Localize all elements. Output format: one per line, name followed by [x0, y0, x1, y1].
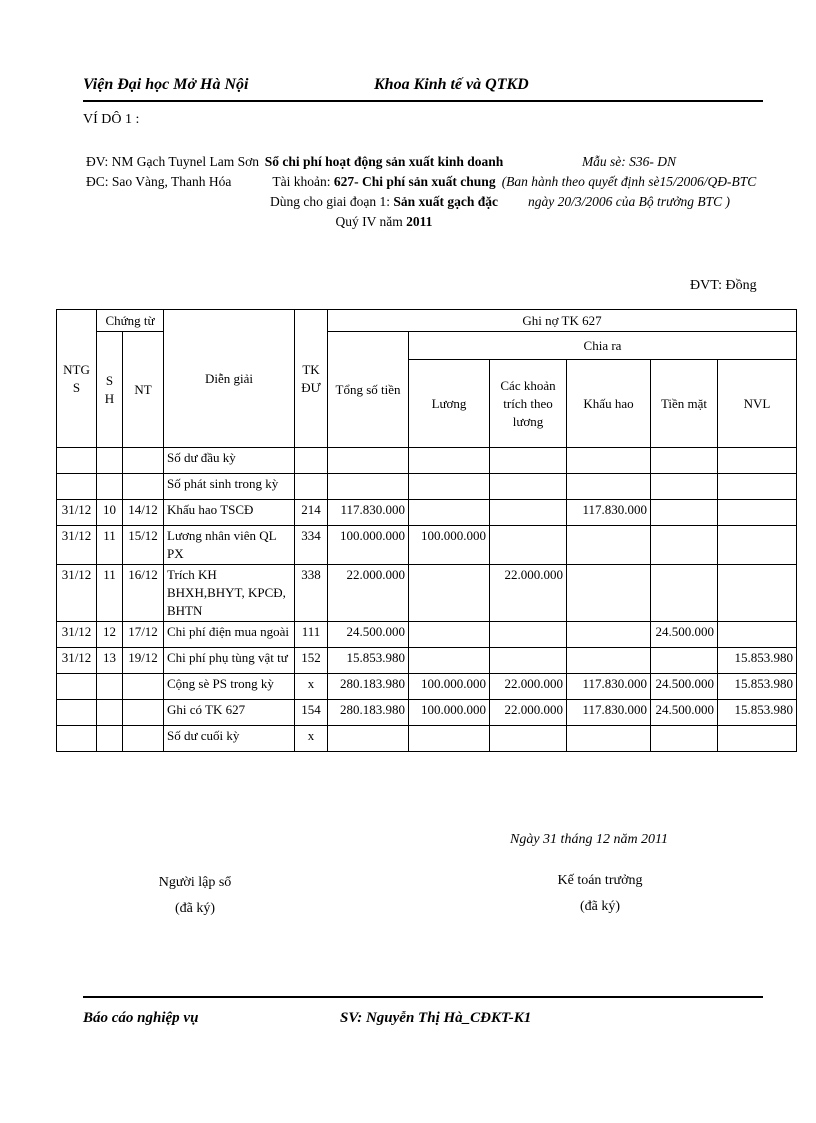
unit-address: ĐC: Sao Vàng, Thanh Hóa: [86, 174, 232, 189]
cell-desc: Lương nhân viên QL PX: [164, 526, 295, 565]
table-row: [57, 700, 797, 726]
cell-depreciation: [567, 526, 651, 565]
cell-desc: Cộng sè PS trong kỳ: [164, 674, 295, 700]
cell-depreciation: [567, 726, 651, 752]
cell-cash: 24.500.000: [651, 700, 718, 726]
cell-total: [328, 448, 409, 474]
cell-materials: [718, 565, 797, 622]
cell-salary: [409, 500, 490, 526]
cell-salary: [409, 474, 490, 500]
cell-sh: 12: [97, 622, 123, 648]
period-value: 2011: [406, 214, 433, 229]
table-row: [57, 726, 797, 752]
example-label: VÍ DÔ 1 :: [83, 112, 140, 127]
cell-tk: 152: [295, 648, 328, 674]
signature-date: Ngày 31 tháng 12 năm 2011: [510, 832, 669, 847]
cell-total: 280.183.980: [328, 700, 409, 726]
cell-cash: 24.500.000: [651, 674, 718, 700]
cell-depreciation: 117.830.000: [567, 700, 651, 726]
cell-nt: [123, 700, 164, 726]
cell-salary: [409, 448, 490, 474]
cell-deductions: 22.000.000: [490, 700, 567, 726]
cell-nt: 19/12: [123, 648, 164, 674]
cell-depreciation: 117.830.000: [567, 674, 651, 700]
cell-depreciation: [567, 622, 651, 648]
unit-info: [86, 152, 259, 192]
cell-depreciation: [567, 448, 651, 474]
cell-tk: 154: [295, 700, 328, 726]
cell-ntgs: [57, 448, 97, 474]
cell-tk: x: [295, 726, 328, 752]
cell-cash: [651, 648, 718, 674]
cell-nt: 17/12: [123, 622, 164, 648]
footer-student: SV: Nguyễn Thị Hà_CĐKT-K1: [340, 1010, 532, 1026]
cell-desc: Trích KH BHXH,BHYT, KPCĐ, BHTN: [164, 565, 295, 622]
accountant-note: (đã ký): [579, 899, 621, 914]
col-desc: Diễn giải: [164, 310, 295, 448]
cell-materials: 15.853.980: [718, 674, 797, 700]
cell-sh: 13: [97, 648, 123, 674]
cell-desc: Ghi có TK 627: [164, 700, 295, 726]
col-salary: Lương: [409, 360, 490, 448]
cell-tk: 111: [295, 622, 328, 648]
table-row: [57, 500, 797, 526]
ledger-title: Sổ chi phí hoạt động sản xuất kinh doanh: [264, 154, 504, 169]
cell-salary: 100.000.000: [409, 526, 490, 565]
cell-ntgs: 31/12: [57, 526, 97, 565]
cell-total: 280.183.980: [328, 674, 409, 700]
cell-sh: 11: [97, 526, 123, 565]
account-value: 627- Chi phí sản xuất chung: [333, 174, 496, 189]
preparer-note: (đã ký): [174, 901, 216, 916]
cell-total: 117.830.000: [328, 500, 409, 526]
cell-total: [328, 474, 409, 500]
cell-total: 24.500.000: [328, 622, 409, 648]
cell-cash: [651, 526, 718, 565]
form-issued: (Ban hành theo quyết định sè15/2006/QĐ-BTC: [501, 174, 757, 189]
form-info: [494, 152, 764, 212]
cell-ntgs: [57, 474, 97, 500]
cell-deductions: [490, 726, 567, 752]
footer-report: Báo cáo nghiệp vụ: [83, 1010, 199, 1026]
cell-tk: [295, 474, 328, 500]
cell-materials: [718, 474, 797, 500]
cell-salary: 100.000.000: [409, 674, 490, 700]
ledger-period: [258, 212, 510, 232]
faculty-name: Khoa Kinh tế và QTKD: [374, 76, 529, 93]
cell-cash: [651, 474, 718, 500]
col-breakdown: Chia ra: [409, 332, 797, 360]
table-row: [57, 565, 797, 622]
cell-cash: [651, 500, 718, 526]
cell-cash: 24.500.000: [651, 622, 718, 648]
cell-materials: 15.853.980: [718, 700, 797, 726]
cell-deductions: [490, 622, 567, 648]
currency-unit: ĐVT: Đồng: [690, 278, 757, 293]
cell-desc: Khấu hao TSCĐ: [164, 500, 295, 526]
cell-sh: [97, 700, 123, 726]
col-sh: S H: [97, 332, 123, 448]
cell-depreciation: 117.830.000: [567, 500, 651, 526]
accountant-signature: [545, 868, 655, 920]
cell-ntgs: [57, 674, 97, 700]
cell-sh: 11: [97, 565, 123, 622]
cell-salary: [409, 565, 490, 622]
cell-materials: [718, 500, 797, 526]
cell-tk: [295, 448, 328, 474]
cell-desc: Chi phí điện mua ngoài: [164, 622, 295, 648]
col-total: Tổng số tiền: [328, 332, 409, 448]
cell-salary: [409, 726, 490, 752]
cell-salary: [409, 648, 490, 674]
cell-deductions: [490, 448, 567, 474]
cell-total: 15.853.980: [328, 648, 409, 674]
cell-deductions: [490, 648, 567, 674]
cell-ntgs: [57, 726, 97, 752]
col-nt: NT: [123, 332, 164, 448]
cell-tk: 334: [295, 526, 328, 565]
cell-materials: 15.853.980: [718, 648, 797, 674]
cell-tk: 338: [295, 565, 328, 622]
cell-depreciation: [567, 648, 651, 674]
table-row: [57, 674, 797, 700]
cell-ntgs: 31/12: [57, 565, 97, 622]
cell-nt: 14/12: [123, 500, 164, 526]
cell-tk: 214: [295, 500, 328, 526]
cell-total: 100.000.000: [328, 526, 409, 565]
table-row: [57, 474, 797, 500]
ledger-account: [258, 172, 510, 192]
cell-sh: [97, 674, 123, 700]
cell-desc: Số phát sinh trong kỳ: [164, 474, 295, 500]
cell-materials: [718, 726, 797, 752]
cell-cash: [651, 448, 718, 474]
col-tk: TK ĐƯ: [295, 310, 328, 448]
cell-materials: [718, 622, 797, 648]
cell-materials: [718, 448, 797, 474]
cell-total: [328, 726, 409, 752]
cell-sh: 10: [97, 500, 123, 526]
col-voucher: Chứng từ: [97, 310, 164, 332]
cell-ntgs: 31/12: [57, 500, 97, 526]
cell-cash: [651, 726, 718, 752]
stage-prefix: Dùng cho giai đoạn 1:: [269, 194, 394, 209]
cell-total: 22.000.000: [328, 565, 409, 622]
cell-nt: 15/12: [123, 526, 164, 565]
cell-cash: [651, 565, 718, 622]
col-cash: Tiền mặt: [651, 360, 718, 448]
cell-salary: 100.000.000: [409, 700, 490, 726]
cell-sh: [97, 474, 123, 500]
table-row: [57, 622, 797, 648]
preparer-title: Người lập sổ: [158, 875, 232, 890]
form-code: Mẫu sè: S36- DN: [581, 154, 677, 169]
col-depreciation: Khấu hao: [567, 360, 651, 448]
col-debit: Ghi nợ TK 627: [328, 310, 797, 332]
accountant-title: Kế toán trưởng: [557, 873, 643, 888]
institute-name: Viện Đại học Mở Hà Nội: [83, 76, 249, 93]
cell-sh: [97, 448, 123, 474]
cell-desc: Chi phí phụ tùng vật tư: [164, 648, 295, 674]
cell-nt: [123, 674, 164, 700]
table-row: [57, 648, 797, 674]
ledger-body: [57, 448, 797, 752]
col-materials: NVL: [718, 360, 797, 448]
cell-ntgs: [57, 700, 97, 726]
ledger-title-block: [258, 152, 510, 232]
cell-depreciation: [567, 565, 651, 622]
header-divider: [83, 100, 763, 102]
account-prefix: Tài khoản:: [272, 174, 334, 189]
cell-ntgs: 31/12: [57, 648, 97, 674]
cell-materials: [718, 526, 797, 565]
cell-deductions: 22.000.000: [490, 565, 567, 622]
cell-nt: [123, 474, 164, 500]
cell-tk: x: [295, 674, 328, 700]
cell-deductions: [490, 474, 567, 500]
cell-nt: [123, 448, 164, 474]
cell-sh: [97, 726, 123, 752]
unit-name: ĐV: NM Gạch Tuynel Lam Sơn: [86, 154, 260, 169]
cell-desc: Số dư cuối kỳ: [164, 726, 295, 752]
ledger-table: [56, 309, 797, 752]
cell-deductions: [490, 526, 567, 565]
cell-deductions: [490, 500, 567, 526]
footer-divider: [83, 996, 763, 998]
form-issued-date: ngày 20/3/2006 của Bộ trưởng BTC ): [527, 194, 731, 209]
ledger-stage: [258, 192, 510, 212]
stage-value: Sản xuất gạch đặc: [393, 194, 498, 209]
cell-depreciation: [567, 474, 651, 500]
cell-nt: [123, 726, 164, 752]
cell-nt: 16/12: [123, 565, 164, 622]
cell-ntgs: 31/12: [57, 622, 97, 648]
table-row: [57, 526, 797, 565]
period-prefix: Quý IV năm: [335, 214, 407, 229]
cell-desc: Số dư đầu kỳ: [164, 448, 295, 474]
cell-deductions: 22.000.000: [490, 674, 567, 700]
cell-salary: [409, 622, 490, 648]
table-row: [57, 448, 797, 474]
col-ntgs: NTG S: [57, 310, 97, 448]
col-deductions: Các khoản trích theo lương: [490, 360, 567, 448]
preparer-signature: [140, 870, 250, 922]
